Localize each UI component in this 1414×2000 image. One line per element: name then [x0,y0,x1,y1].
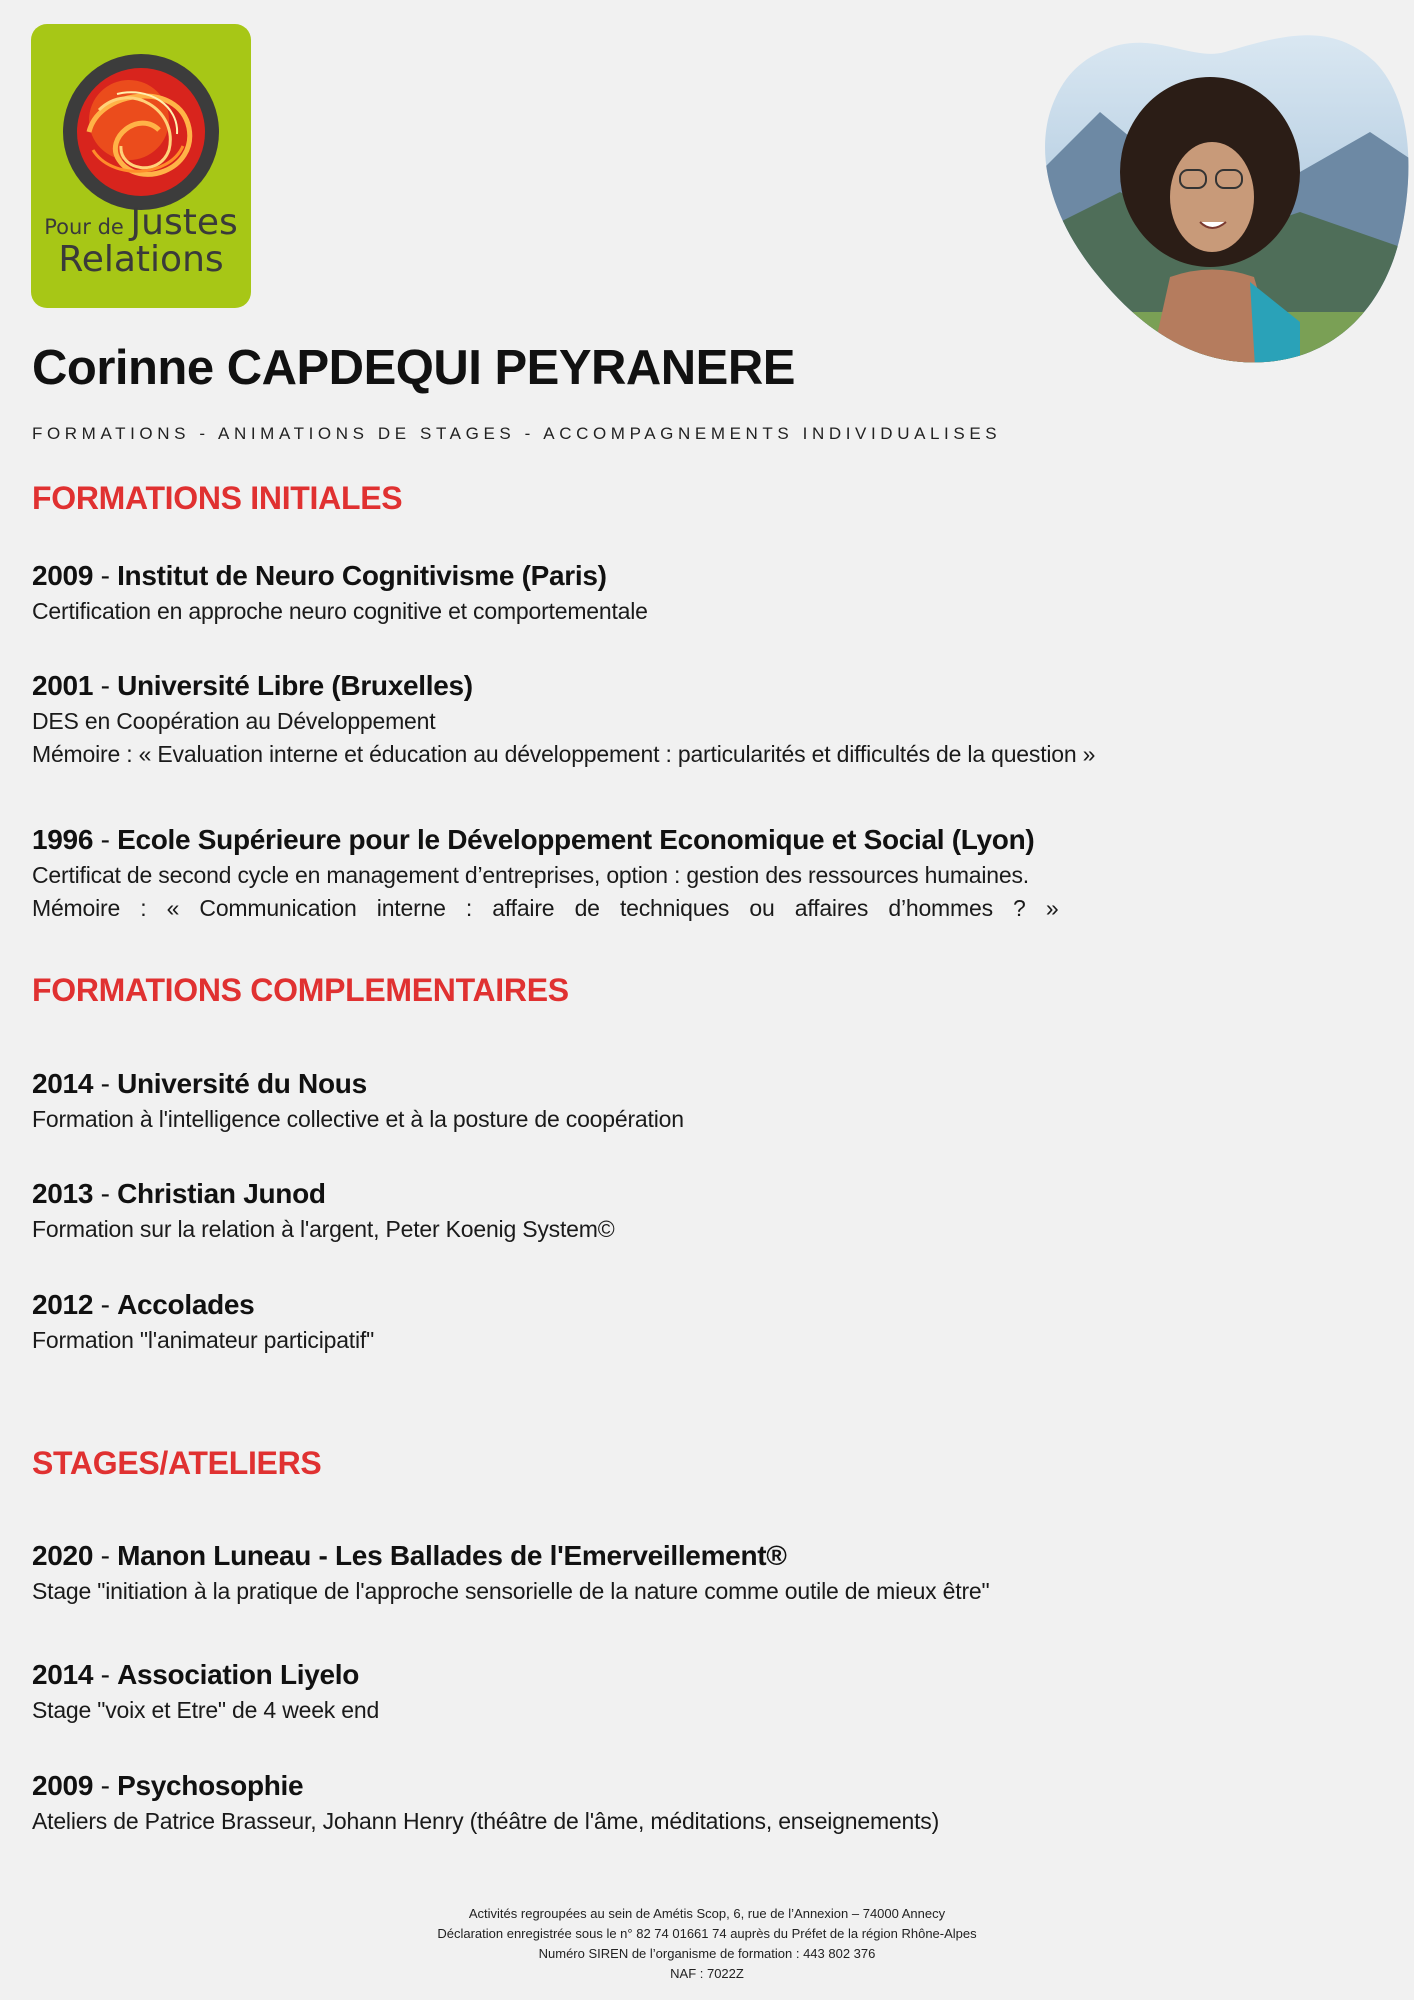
entry-title: Manon Luneau - Les Ballades de l'Emerveillement® [117,1540,787,1571]
list-item: 2020 - Manon Luneau - Les Ballades de l'Emerveillement® Stage "initiation à la pratique de l'approche sensorielle de la nature comme outile de mieux être" [32,1540,1372,1605]
entry-title: Université Libre [117,670,324,701]
section-title-stages: STAGES/ATELIERS [32,1445,322,1481]
entry-description: Formation à l'intelligence collective et à la posture de coopération [32,1106,684,1132]
spiral-swirl-icon [59,50,223,214]
section-title-complementaires: FORMATIONS COMPLEMENTAIRES [32,972,569,1008]
person-name: Corinne CAPDEQUI PEYRANERE [32,341,795,395]
entry-year: 2009 [32,1770,94,1801]
footer-declaration: Déclaration enregistrée sous le n° 82 74 01661 74 auprès du Préfet de la région Rhône-Alpes [437,1926,977,1941]
entry-title: Accolades [117,1289,255,1320]
entry-description: Certification en approche neuro cognitive et comportementale [32,598,648,624]
entry-year: 2020 [32,1540,94,1571]
entry-title: Psychosophie [117,1770,304,1801]
entry-year: 1996 [32,824,94,855]
entry-description: DES en Coopération au Développement [32,708,436,734]
logo-text-big: Justes [130,202,238,243]
entry-title: Université du Nous [117,1068,367,1099]
list-item: 2014 - Université du Nous Formation à l'intelligence collective et à la posture de coopération [32,1068,1372,1133]
list-item: 2009 - Psychosophie Ateliers de Patrice Brasseur, Johann Henry (théâtre de l'âme, méditations, enseignements) [32,1770,1372,1835]
entry-year: 2009 [32,560,94,591]
list-item: 2001 - Université Libre (Bruxelles) DES en Coopération au Développement Mémoire : « Evaluation interne et éducation au développement : particularités et difficultés de la question » [32,670,1372,768]
section-title-initiales: FORMATIONS INITIALES [32,480,403,516]
footer-siren: Numéro SIREN de l’organisme de formation : 443 802 376 [538,1946,876,1961]
entry-description: Stage "voix et Etre" de 4 week end [32,1697,380,1723]
entry-place: (Paris) [521,560,607,591]
entry-year: 2014 [32,1659,94,1690]
list-item: 2009 - Institut de Neuro Cognitivisme (Paris) Certification en approche neuro cognitive et comportementale [32,560,1372,625]
entry-description: Mémoire : « Communication interne : affaire de techniques ou affaires d’hommes ? » [32,895,1059,921]
entry-description: Stage "initiation à la pratique de l'approche sensorielle de la nature comme outile de mieux être" [32,1578,990,1604]
footer-naf: NAF : 7022Z [670,1966,744,1981]
logo-text-relations: Relations [58,239,224,280]
profile-photo [1040,22,1414,367]
entry-title: Association Liyelo [117,1659,360,1690]
entry-title: Institut de Neuro Cognitivisme [117,560,515,591]
list-item: 1996 - Ecole Supérieure pour le Développement Economique et Social (Lyon) Certificat de second cycle en management d’entreprises, option : gestion des ressources humaines. Mémoire : « Communication interne : affaire de techniques ou affaires d’hommes ? » [32,824,1372,922]
entry-description: Formation sur la relation à l'argent, Peter Koenig System© [32,1216,615,1242]
entry-title: Christian Junod [117,1178,326,1209]
footer-address: Activités regroupées au sein de Amétis Scop, 6, rue de l’Annexion – 74000 Annecy [468,1906,946,1921]
tagline: FORMATIONS - ANIMATIONS DE STAGES - ACCOMPAGNEMENTS INDIVIDUALISES [32,424,1002,443]
list-item: 2014 - Association Liyelo Stage "voix et Etre" de 4 week end [32,1659,1372,1724]
entry-year: 2013 [32,1178,94,1209]
entry-description: Formation "l'animateur participatif" [32,1327,375,1353]
entry-place: (Lyon) [951,824,1035,855]
entry-description: Ateliers de Patrice Brasseur, Johann Henry (théâtre de l'âme, méditations, enseignements) [32,1808,940,1834]
list-item: 2012 - Accolades Formation "l'animateur participatif" [32,1289,1372,1354]
entry-year: 2014 [32,1068,94,1099]
logo [31,24,251,308]
entry-description: Certificat de second cycle en management d’entreprises, option : gestion des ressources humaines. [32,862,1029,888]
entry-title: Ecole Supérieure pour le Développement Economique et Social [117,824,945,855]
list-item: 2013 - Christian Junod Formation sur la relation à l'argent, Peter Koenig System© [32,1178,1372,1243]
entry-description: Mémoire : « Evaluation interne et éducation au développement : particularités et difficultés de la question » [32,741,1096,767]
entry-year: 2001 [32,670,94,701]
logo-text-small: Pour de [44,215,124,239]
entry-year: 2012 [32,1289,94,1320]
footer [0,1904,1414,1984]
entry-place: (Bruxelles) [331,670,473,701]
